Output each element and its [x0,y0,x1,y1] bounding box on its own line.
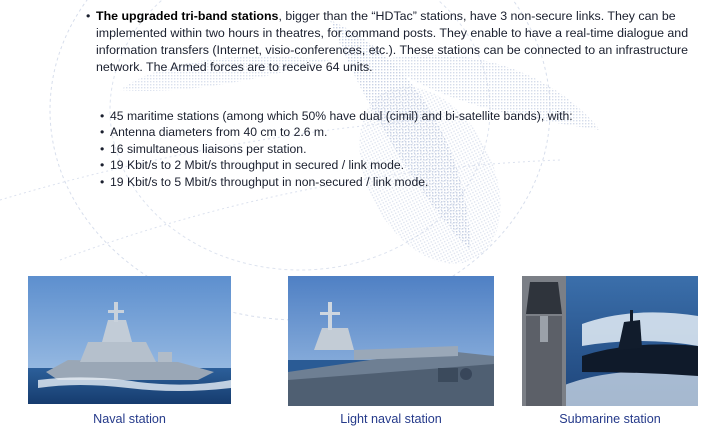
naval-station-photo [28,276,231,404]
light-naval-station-caption: Light naval station [340,412,442,426]
intro-bold-lead: The upgraded tri-band stations [96,9,279,23]
maritime-stations-list [100,108,660,190]
list-item: • 16 simultaneous liaisons per station. [100,141,660,157]
intro-body: , bigger than the “HDTac” stations, have 3 non-secure links. They can be implemented within two hours in theatres, for command posts. They enable to have a real-time dialogue and information transfers (Internet, visio-conferences, etc.). These stations can be connected to an infrastructure network. The Armed forces are to receive 64 units. [96,9,689,74]
light-naval-station-photo [288,276,494,406]
list-item: • 45 maritime stations (among which 50% have dual (cimil) and bi-satellite bands), with: [100,108,660,124]
list-item: • Antenna diameters from 40 cm to 2.6 m. [100,124,660,140]
list-item: • 19 Kbit/s to 5 Mbit/s throughput in non-secured / link mode. [100,174,660,190]
naval-station-caption: Naval station [93,412,166,426]
intro-bullet: • [86,9,91,23]
intro-paragraph [86,8,706,76]
list-item: • 19 Kbit/s to 2 Mbit/s throughput in secured / link mode. [100,157,660,173]
submarine-station-caption: Submarine station [559,412,661,426]
submarine-station-photo [522,276,698,406]
